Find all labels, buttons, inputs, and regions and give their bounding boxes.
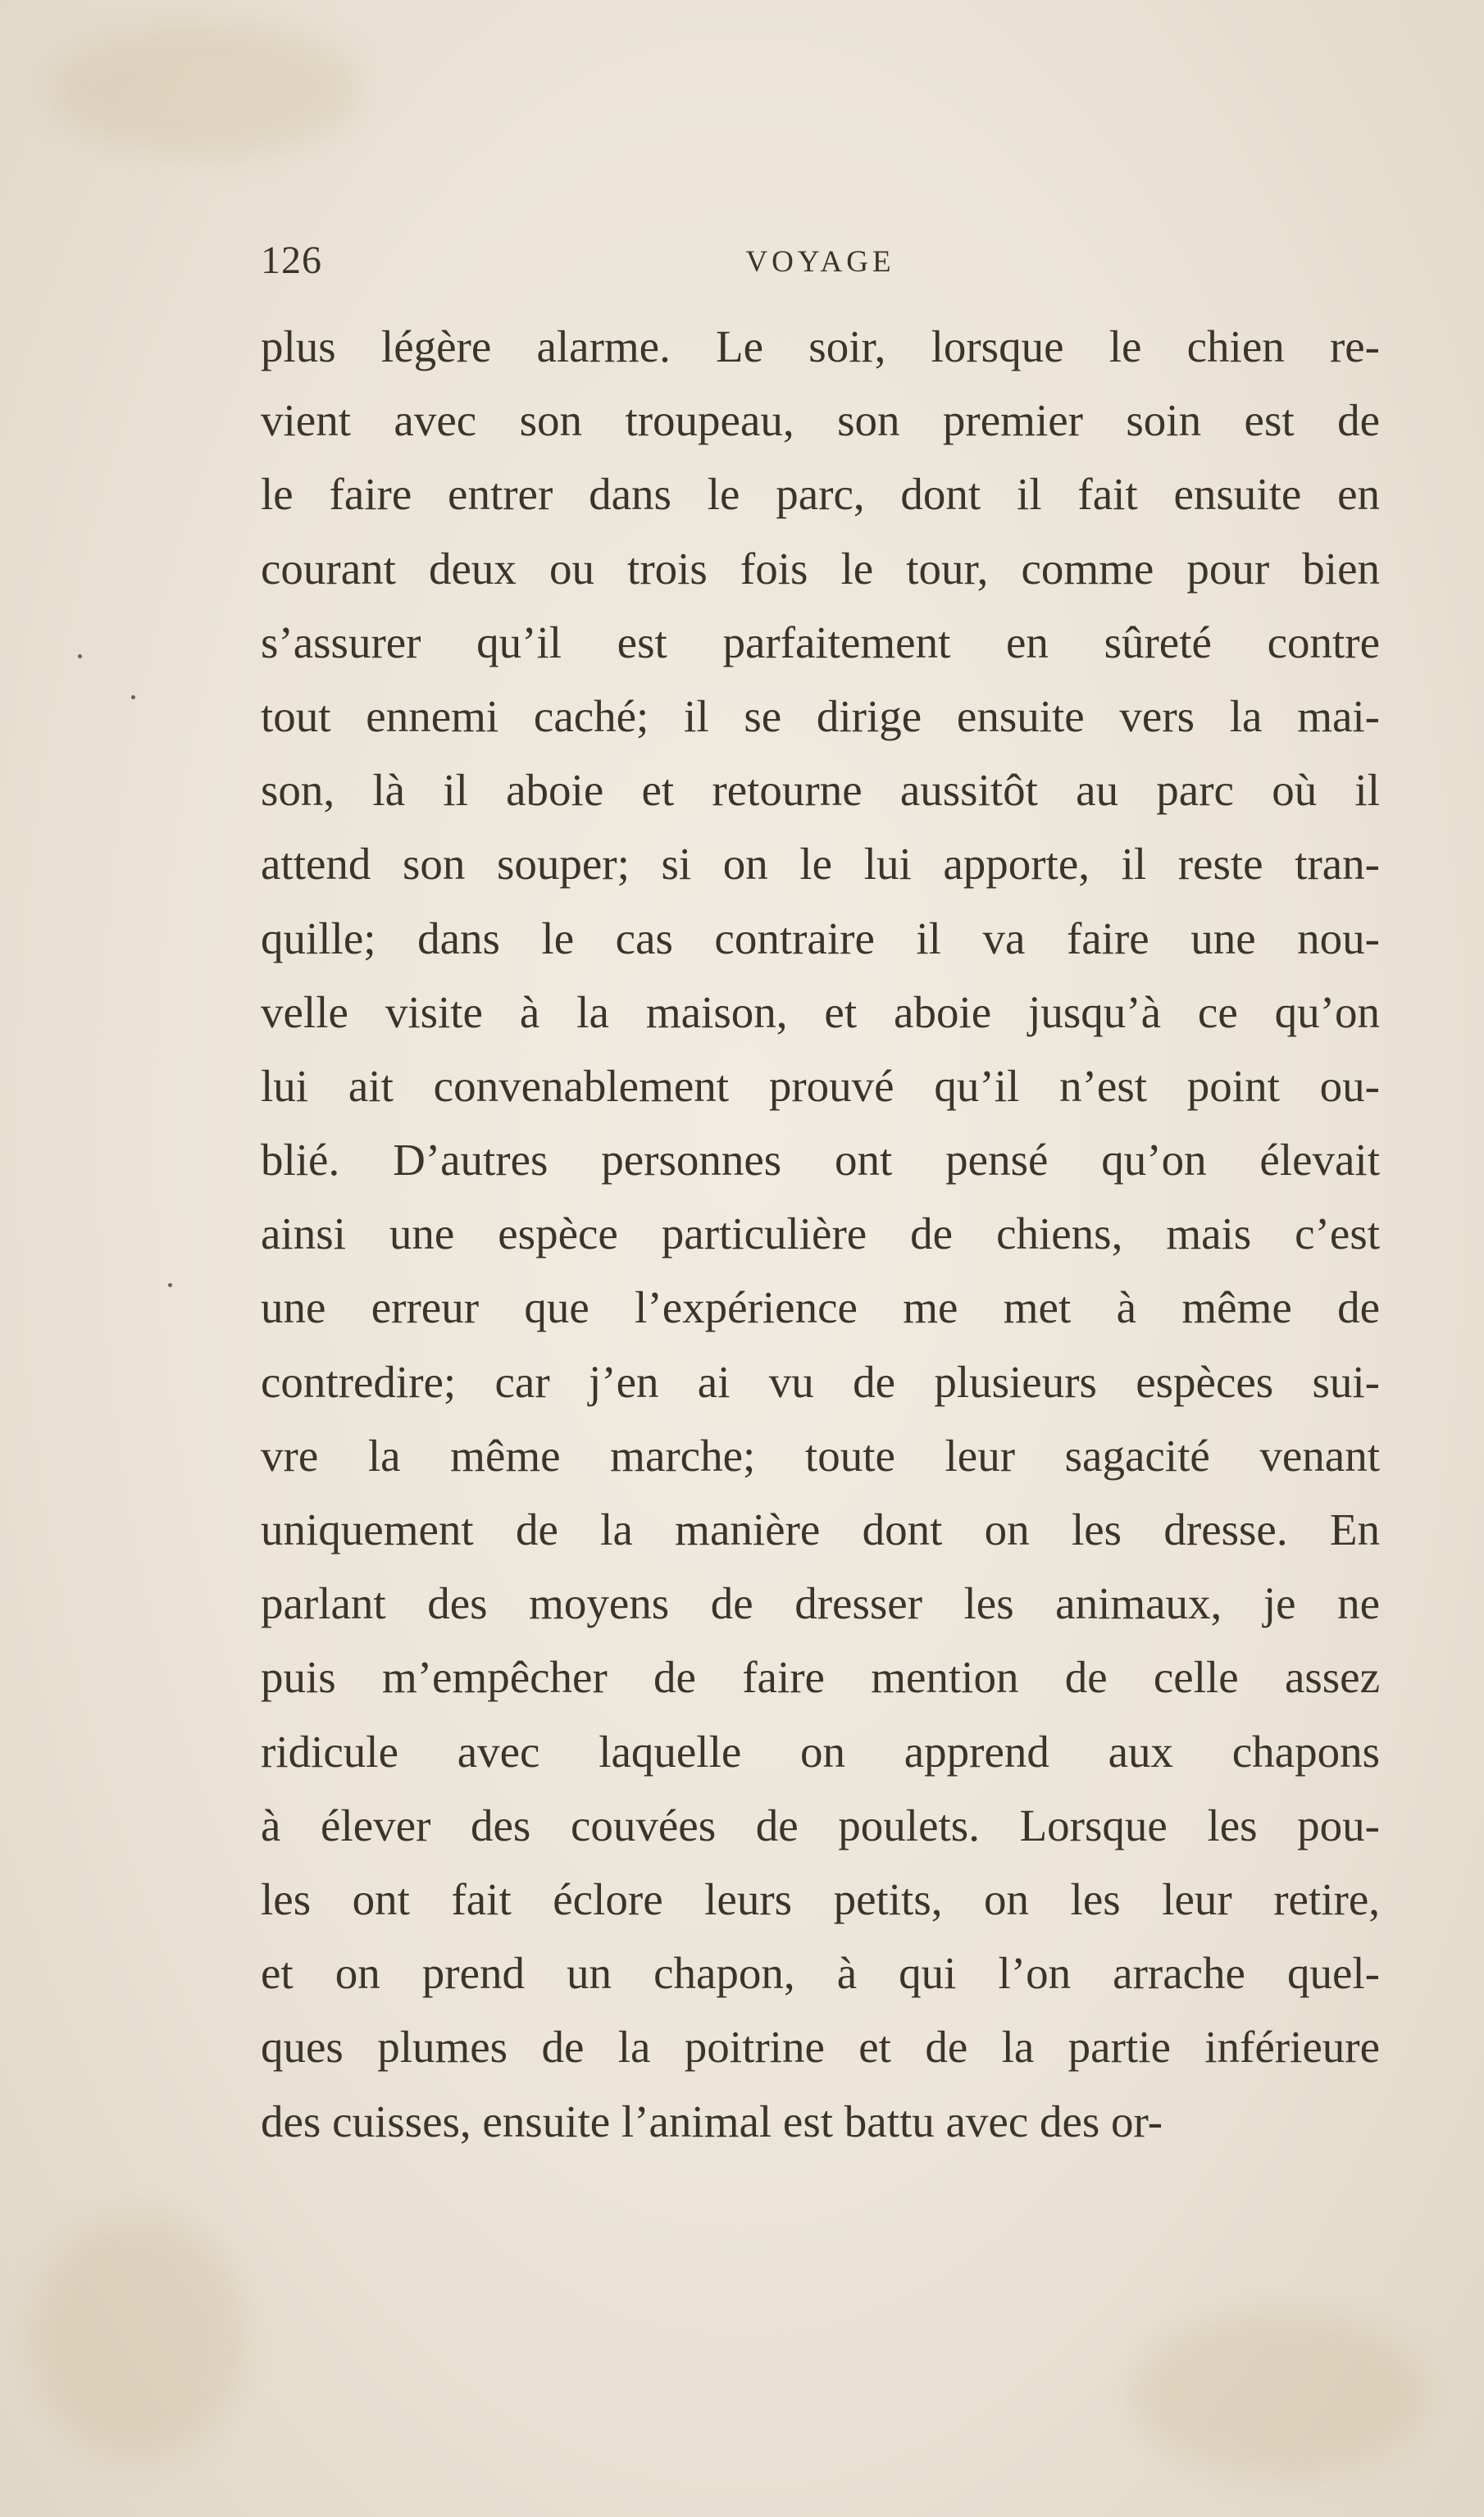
text-line: tout ennemi caché; il se dirige ensuite vers la mai-	[261, 690, 1380, 741]
text-line: ainsi une espèce particulière de chiens, mais c’est	[261, 1208, 1380, 1259]
text-line: uniquement de la manière dont on les dresse. En	[261, 1504, 1380, 1554]
text-line: son, là il aboie et retourne aussitôt au parc où il	[261, 765, 1380, 816]
text-line: lui ait convenablement prouvé qu’il n’est point ou-	[261, 1060, 1380, 1111]
paper-stain	[49, 25, 361, 156]
running-head	[261, 238, 1380, 303]
text-line: quille; dans le cas contraire il va faire une nou-	[261, 913, 1380, 963]
text-line: s’assurer qu’il est parfaitement en sûreté contre	[261, 617, 1380, 667]
text-line: ques plumes de la poitrine et de la partie inférieure	[261, 2022, 1380, 2073]
text-line: parlant des moyens de dresser les animaux, je ne	[261, 1578, 1380, 1629]
text-line: le faire entrer dans le parc, dont il fait ensuite en	[261, 469, 1380, 520]
text-line: vient avec son troupeau, son premier soin est de	[261, 395, 1380, 446]
text-line: à élever des couvées de poulets. Lorsque les pou-	[261, 1800, 1380, 1850]
text-line: une erreur que l’expérience me met à même de	[261, 1282, 1380, 1333]
ink-speck	[131, 695, 135, 699]
page-number: 126	[261, 239, 322, 282]
ink-speck	[78, 654, 82, 658]
paper-stain	[1131, 2312, 1427, 2476]
body-text	[261, 310, 1380, 2159]
paper-stain	[33, 2214, 246, 2460]
text-line: des cuisses, ensuite l’animal est battu avec des or-	[261, 2096, 1163, 2146]
text-line: courant deux ou trois fois le tour, comme pour bien	[261, 543, 1380, 594]
text-line: velle visite à la maison, et aboie jusqu’à ce qu’on	[261, 986, 1380, 1037]
ink-speck	[168, 1283, 172, 1287]
text-line: puis m’empêcher de faire mention de celle assez	[261, 1652, 1380, 1703]
text-line: blié. D’autres personnes ont pensé qu’on élevait	[261, 1135, 1380, 1186]
text-line: les ont fait éclore leurs petits, on les leur retire,	[261, 1873, 1380, 1924]
text-line: contredire; car j’en ai vu de plusieurs espèces sui-	[261, 1356, 1380, 1407]
text-line: plus légère alarme. Le soir, lorsque le chien re-	[261, 321, 1380, 371]
text-line: ridicule avec laquelle on apprend aux chapons	[261, 1726, 1380, 1777]
text-line: attend son souper; si on le lui apporte, il reste tran-	[261, 839, 1380, 890]
text-line: et on prend un chapon, à qui l’on arrache quel-	[261, 1948, 1380, 1999]
text-line: vre la même marche; toute leur sagacité venant	[261, 1430, 1380, 1481]
running-title: VOYAGE	[745, 245, 895, 279]
